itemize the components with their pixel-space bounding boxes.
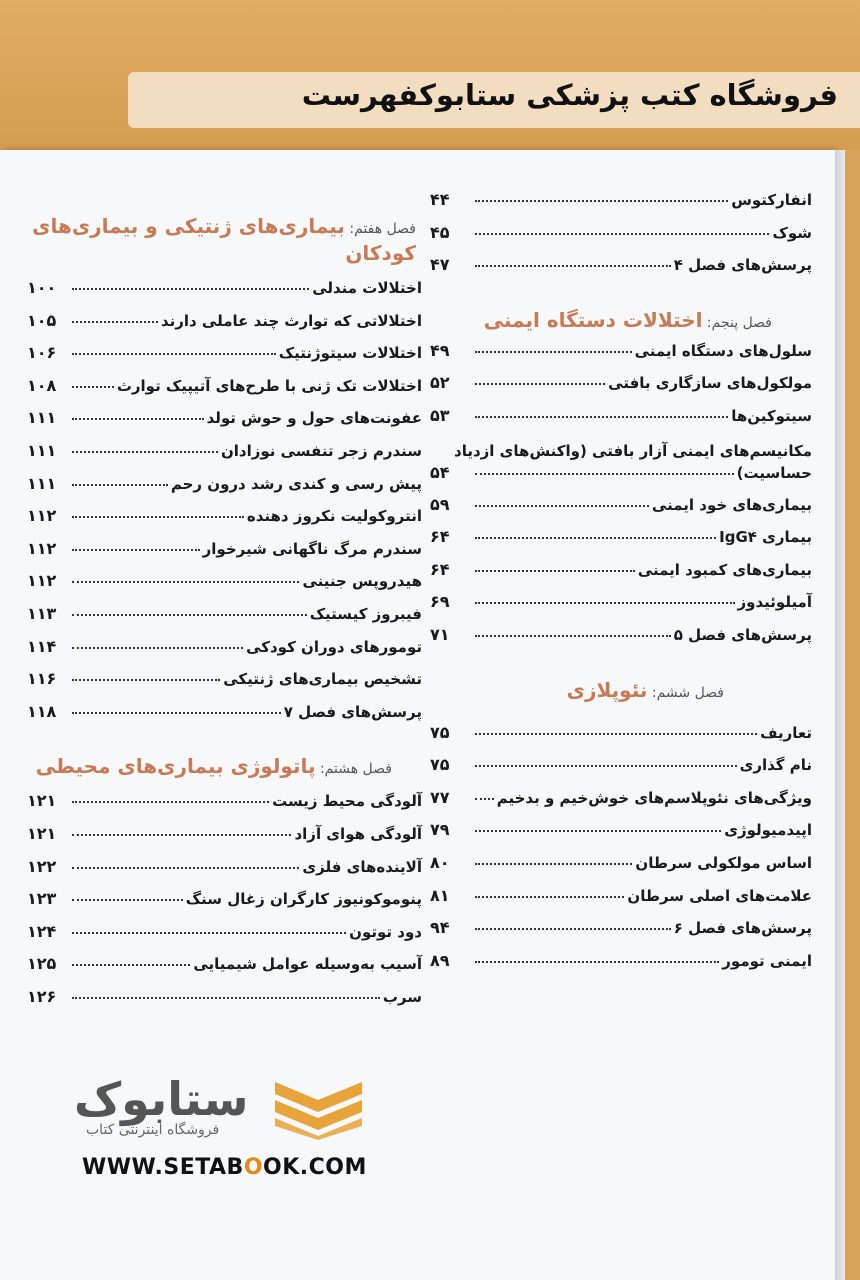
toc-entry: پیش رسی و کندی رشد درون رحم ۱۱۱	[27, 473, 422, 493]
page-edge	[835, 150, 860, 1280]
toc-entry: تعاریف ۷۵	[430, 722, 812, 742]
toc-entry: تشخیص بیماری‌های ژنتیکی ۱۱۶	[27, 669, 422, 689]
chapter-heading: فصل ششم: نئوپلازی	[566, 677, 724, 702]
website-url: WWW.SETABOOK.COM	[82, 1155, 367, 1180]
toc-entry: اختلالاتی که توارث چند عاملی دارند ۱۰۵	[27, 310, 422, 330]
chapter-heading: فصل پنجم: اختلالات دستگاه ایمنی	[483, 307, 772, 332]
toc-entry: اختلالات سیتوژنتیک ۱۰۶	[27, 343, 422, 363]
toc-entry: آمیلوئیدوز ۶۹	[430, 592, 812, 612]
toc-entry: اپیدمیولوژی ۷۹	[430, 820, 812, 840]
toc-entry: دود توتون ۱۲۴	[27, 921, 422, 941]
toc-entry: آلودگی محیط زیست ۱۲۱	[27, 791, 422, 811]
toc-entry: هیدروپس جنینی ۱۱۲	[27, 571, 422, 591]
toc-entry: پرسش‌های فصل ۵ ۷۱	[430, 624, 812, 644]
logo-subtitle: فروشگاه اینترنتی کتاب	[86, 1122, 220, 1138]
toc-entry: انتروکولیت نکروز دهنده ۱۱۲	[27, 506, 422, 526]
toc-entry: تومورهای دوران کودکی ۱۱۴	[27, 636, 422, 656]
toc-entry: بیماری IgG۴ ۶۴	[430, 527, 812, 547]
toc-entry: پرسش‌های فصل ۷ ۱۱۸	[27, 701, 422, 721]
book-stack-icon	[271, 1078, 366, 1140]
toc-entry: حساسیت) ۵۴	[430, 462, 812, 482]
toc-entry: سیتوکین‌ها ۵۳	[430, 405, 812, 425]
toc-entry: سلول‌های دستگاه ایمنی ۴۹	[430, 340, 812, 360]
toc-entry: پرسش‌های فصل ۶ ۹۴	[430, 918, 812, 938]
toc-entry: فیبروز کیستیک ۱۱۳	[27, 603, 422, 623]
toc-entry: سرب ۱۲۶	[27, 986, 422, 1006]
toc-entry: اساس مولکولی سرطان ۸۰	[430, 852, 812, 872]
toc-entry: بیماری‌های کمبود ایمنی ۶۴	[430, 559, 812, 579]
toc-entry: آسیب به‌وسیله عوامل شیمیایی ۱۲۵	[27, 954, 422, 974]
toc-entry: ایمنی تومور ۸۹	[430, 950, 812, 970]
toc-entry: عفونت‌های حول و حوش تولد ۱۱۱	[27, 408, 422, 428]
toc-right-column	[430, 190, 812, 983]
chapter-heading: فصل هشتم: پاتولوژی بیماری‌های محیطی	[35, 754, 392, 779]
toc-entry: اختلالات مندلی ۱۰۰	[27, 278, 422, 297]
toc-entry: انفارکتوس ۴۴	[430, 190, 812, 209]
toc-entry: آلودگی هوای آزاد ۱۲۱	[27, 823, 422, 843]
toc-entry: مولکول‌های سازگاری بافتی ۵۲	[430, 373, 812, 393]
toc-entry: پرسش‌های فصل ۴ ۴۷	[430, 255, 812, 275]
toc-entry: شوک ۴۵	[430, 222, 812, 242]
toc-entry: علامت‌های اصلی سرطان ۸۱	[430, 885, 812, 905]
toc-entry: سندرم مرگ ناگهانی شیرخوار ۱۱۲	[27, 538, 422, 558]
toc-entry: سندرم زجر تنفسی نوزادان ۱۱۱	[27, 440, 422, 460]
toc-entry: آلاینده‌های فلزی ۱۲۲	[27, 856, 422, 876]
toc-left-column	[27, 210, 422, 1019]
toc-entry: پنوموکونیوز کارگران زغال سنگ ۱۲۳	[27, 889, 422, 909]
toc-entry: بیماری‌های خود ایمنی ۵۹	[430, 494, 812, 514]
toc-entry: نام گذاری ۷۵	[430, 755, 812, 775]
toc-entry: مکانیسم‌های ایمنی آزار بافتی (واکنش‌های ازدیاد	[454, 441, 812, 460]
chapter-heading: فصل هفتم: بیماری‌های ژنتیکی و بیماری‌های کودکان	[32, 214, 416, 265]
toc-entry: ویژگی‌های نئوپلاسم‌های خوش‌خیم و بدخیم ۷۷	[430, 787, 812, 807]
logo-wordmark: ستابوک	[74, 1072, 249, 1126]
toc-entry: اختلالات تک ژنی با طرح‌های آتیپیک توارث ۱۰۸	[27, 375, 422, 395]
page-title: فروشگاه کتب پزشکی ستابوکفهرست	[301, 78, 838, 112]
